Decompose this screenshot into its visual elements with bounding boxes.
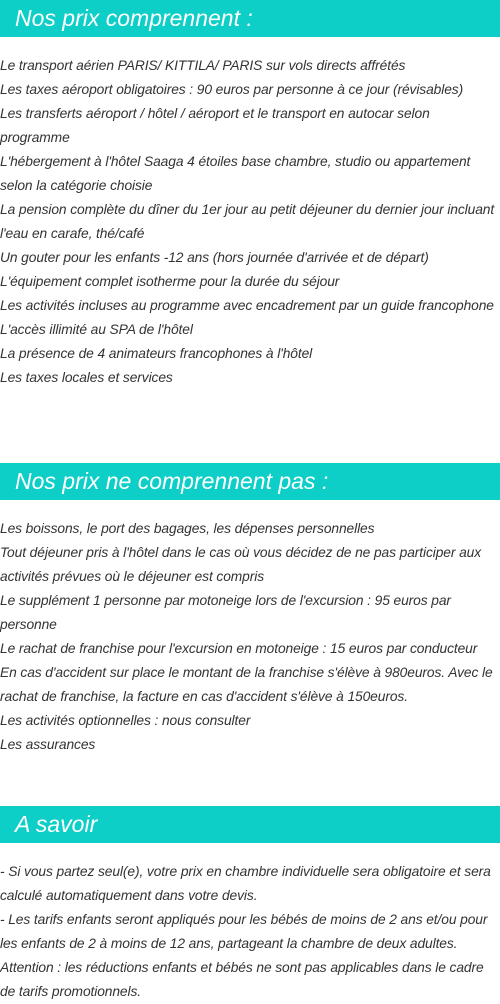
excluded-item: En cas d'accident sur place le montant de la franchise s'élève à 980euros. Avec le rachat de franchise, la facture en cas d'accident s'élève à 150euros. — [0, 665, 493, 704]
included-item: Un gouter pour les enfants -12 ans (hors journée d'arrivée et de départ) — [0, 250, 429, 265]
included-section-title: Nos prix comprennent : — [0, 0, 500, 37]
included-item: L'équipement complet isotherme pour la durée du séjour — [0, 274, 340, 289]
included-item: Les taxes aéroport obligatoires : 90 euros par personne à ce jour (révisables) — [0, 82, 464, 97]
included-item: Les taxes locales et services — [0, 370, 173, 385]
included-item: La présence de 4 animateurs francophones à l'hôtel — [0, 346, 313, 361]
excluded-section-title: Nos prix ne comprennent pas : — [0, 463, 500, 500]
excluded-item: Le supplément 1 personne par motoneige lors de l'excursion : 95 euros par personne — [0, 593, 451, 632]
excluded-item: Les activités optionnelles : nous consulter — [0, 713, 251, 728]
info-section-title: A savoir — [0, 806, 500, 843]
excluded-item: Les boissons, le port des bagages, les dépenses personnelles — [0, 521, 375, 536]
included-list — [0, 54, 500, 390]
info-item: - Les tarifs enfants seront appliqués pour les bébés de moins de 2 ans et/ou pour les enfants de 2 à moins de 12 ans, partageant la chambre de deux adultes. — [0, 912, 488, 951]
info-item: Attention : les réductions enfants et bébés ne sont pas applicables dans le cadre de tarifs promotionnels. — [0, 960, 484, 999]
included-item: Le transport aérien PARIS/ KITTILA/ PARIS sur vols directs affrétés — [0, 58, 406, 73]
included-item: L'accès illimité au SPA de l'hôtel — [0, 322, 193, 337]
info-item: - Si vous partez seul(e), votre prix en chambre individuelle sera obligatoire et sera calculé automatiquement dans votre devis. — [0, 864, 491, 903]
included-item: Les activités incluses au programme avec encadrement par un guide francophone — [0, 298, 494, 313]
excluded-item: Les assurances — [0, 737, 96, 752]
included-item: La pension complète du dîner du 1er jour au petit déjeuner du dernier jour incluant l'eau en carafe, thé/café — [0, 202, 495, 241]
excluded-list — [0, 517, 500, 757]
info-list — [0, 860, 500, 1004]
excluded-item: Le rachat de franchise pour l'excursion en motoneige : 15 euros par conducteur — [0, 641, 478, 656]
excluded-item: Tout déjeuner pris à l'hôtel dans le cas où vous décidez de ne pas participer aux activités prévues où le déjeuner est compris — [0, 545, 482, 584]
included-item: Les transferts aéroport / hôtel / aéroport et le transport en autocar selon programme — [0, 106, 430, 145]
included-item: L'hébergement à l'hôtel Saaga 4 étoiles base chambre, studio ou appartement selon la catégorie choisie — [0, 154, 471, 193]
